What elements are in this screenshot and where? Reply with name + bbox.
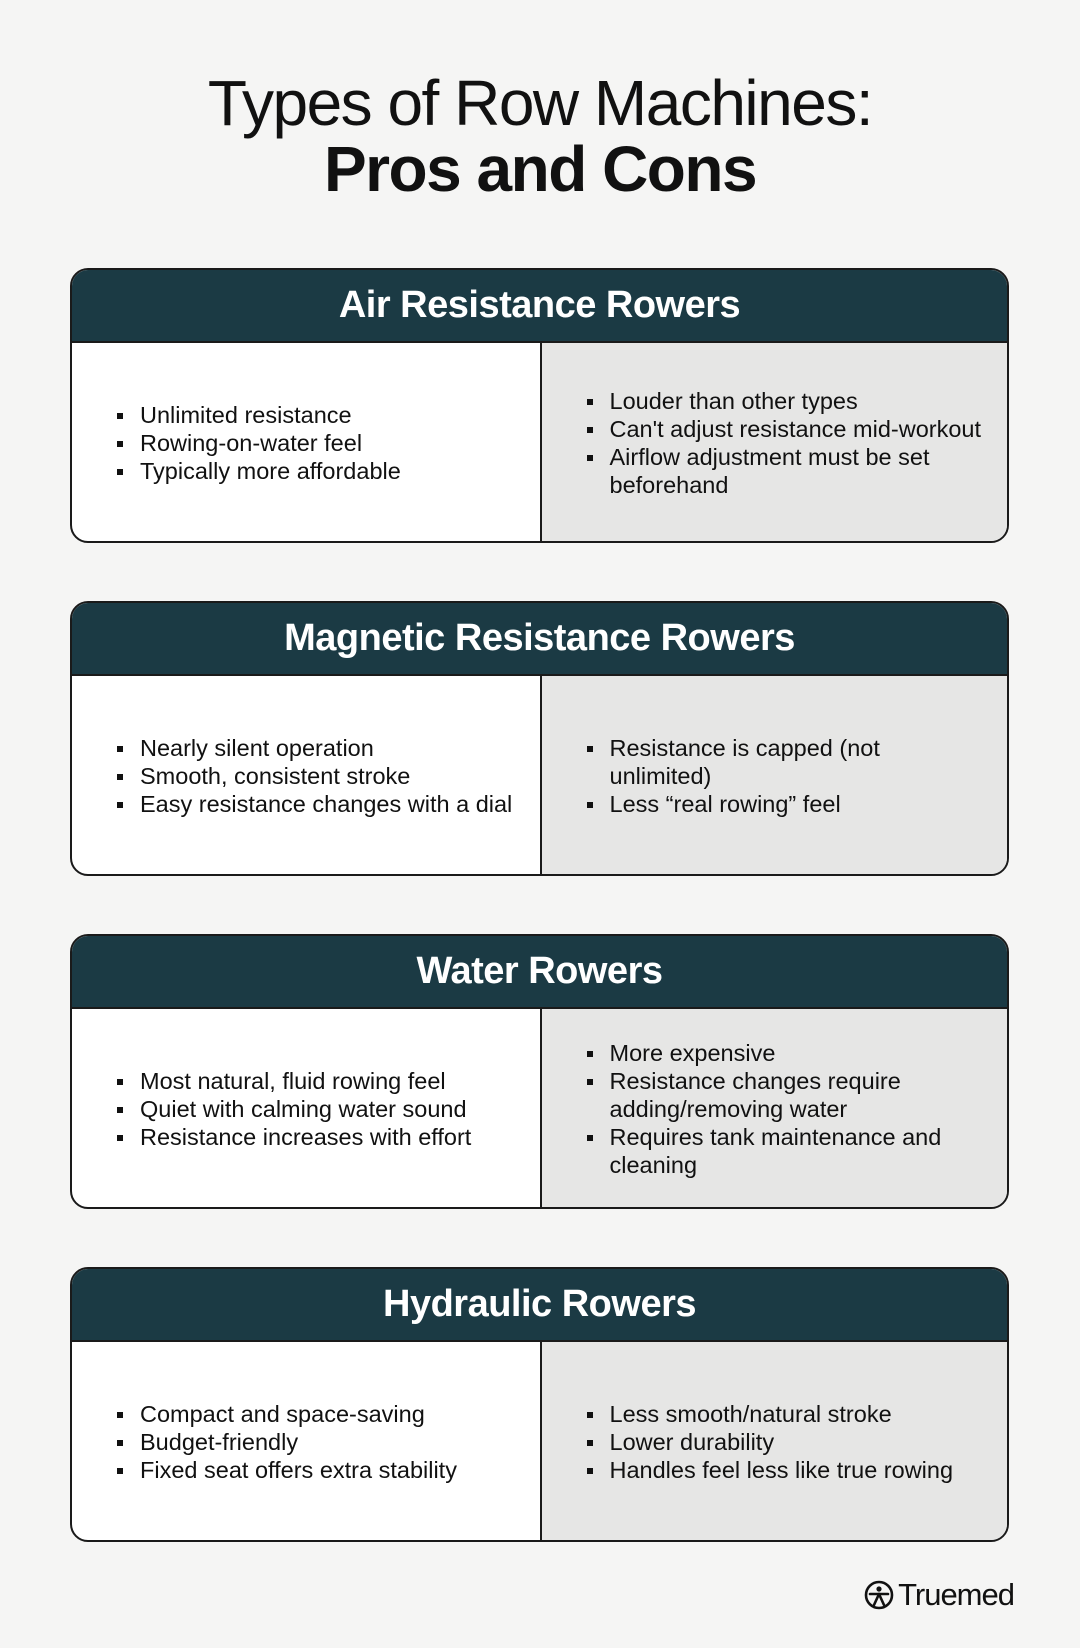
section-heading: Hydraulic Rowers (72, 1269, 1007, 1342)
con-item: Airflow adjustment must be set beforehand (586, 443, 988, 499)
cons-column (540, 1342, 1008, 1542)
section-card-hydraulic (70, 1267, 1009, 1542)
pros-column (72, 676, 540, 876)
pros-column (72, 1342, 540, 1542)
pro-item: Rowing-on-water feel (116, 429, 401, 457)
title-line-2: Pros and Cons (323, 133, 757, 205)
section-card-water (70, 934, 1009, 1209)
pro-item: Fixed seat offers extra stability (116, 1456, 457, 1484)
pro-item: Easy resistance changes with a dial (116, 790, 512, 818)
con-item: Louder than other types (586, 387, 988, 415)
brand-name: Truemed (898, 1577, 1014, 1612)
con-item: Handles feel less like true rowing (586, 1456, 954, 1484)
section-heading: Water Rowers (72, 936, 1007, 1009)
con-item: Can't adjust resistance mid-workout (586, 415, 988, 443)
pro-item: Smooth, consistent stroke (116, 762, 512, 790)
section-card-magnetic (70, 601, 1009, 876)
section-card-air (70, 268, 1009, 543)
pro-item: Most natural, fluid rowing feel (116, 1067, 471, 1095)
con-item: Less “real rowing” feel (586, 790, 988, 818)
pros-column (72, 343, 540, 543)
truemed-logo-icon (864, 1580, 894, 1610)
con-item: Resistance changes require adding/removing water (586, 1067, 988, 1123)
pro-item: Typically more affordable (116, 457, 401, 485)
con-item: Less smooth/natural stroke (586, 1400, 954, 1428)
title-line-1: Types of Row Machines: (207, 67, 873, 139)
section-heading: Air Resistance Rowers (72, 270, 1007, 343)
cons-column (540, 676, 1008, 876)
cons-column (540, 1009, 1008, 1209)
brand-logo (864, 1577, 1014, 1613)
page-title (0, 67, 1080, 205)
pro-item: Budget-friendly (116, 1428, 457, 1456)
con-item: Lower durability (586, 1428, 954, 1456)
con-item: Resistance is capped (not unlimited) (586, 734, 988, 790)
pros-column (72, 1009, 540, 1209)
con-item: Requires tank maintenance and cleaning (586, 1123, 988, 1179)
section-heading: Magnetic Resistance Rowers (72, 603, 1007, 676)
pro-item: Compact and space-saving (116, 1400, 457, 1428)
cons-column (540, 343, 1008, 543)
con-item: More expensive (586, 1039, 988, 1067)
pro-item: Resistance increases with effort (116, 1123, 471, 1151)
pro-item: Nearly silent operation (116, 734, 512, 762)
pro-item: Quiet with calming water sound (116, 1095, 471, 1123)
pro-item: Unlimited resistance (116, 401, 401, 429)
